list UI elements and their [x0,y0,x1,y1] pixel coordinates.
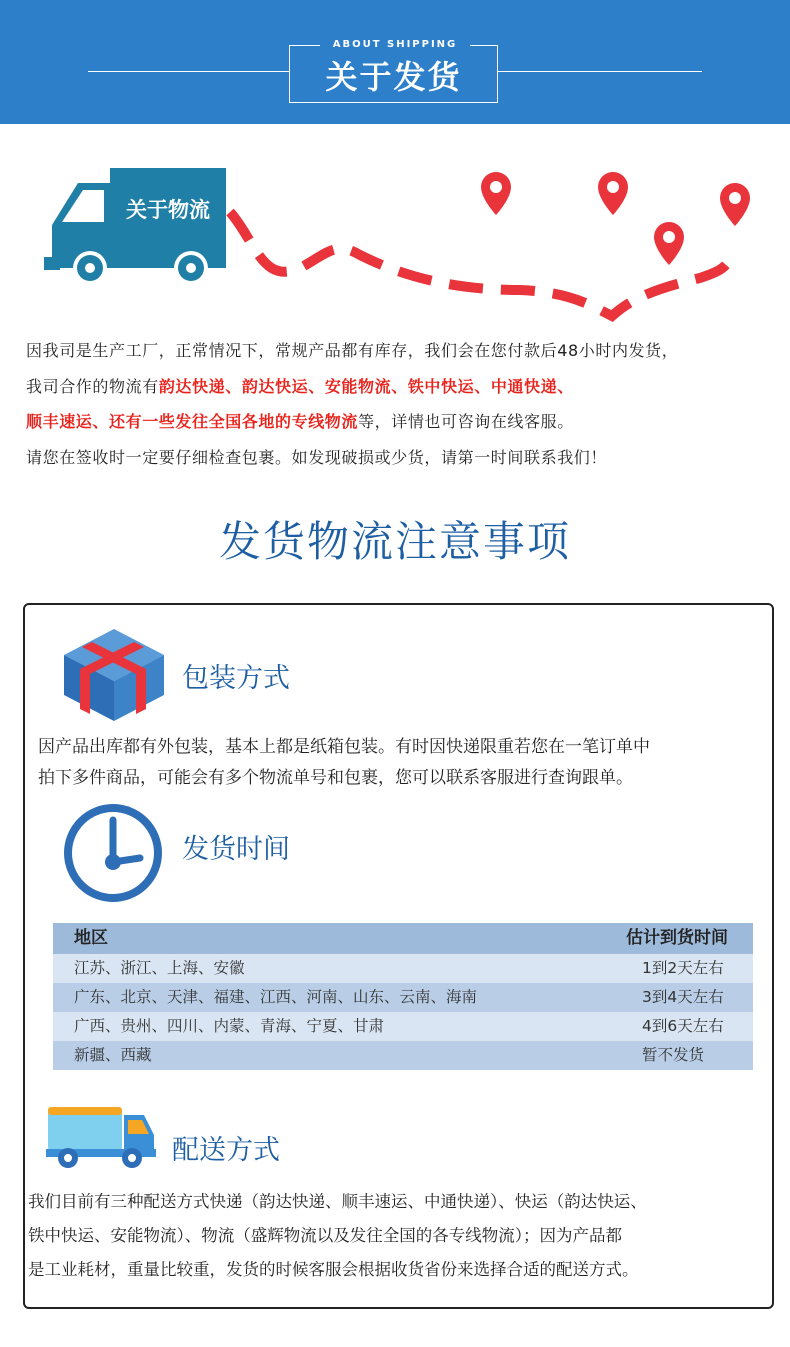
packaging-text [38,732,650,794]
notice-section-title: 发货物流注意事项 [218,517,571,566]
delivery-line-3: 是工业耗材，重量比较重，发货的时候客服会根据收货省份来选择合适的配送方式。 [28,1260,639,1279]
table-row [53,983,753,1012]
carrier-list-red-2: 顺丰速运、还有一些发往全国各地的专线物流 [26,412,359,431]
table-header-region: 地区 [74,928,108,948]
table-cell-region: 广西、贵州、四川、内蒙、青海、宁夏、甘肃 [74,1017,385,1035]
route-dashed-line [230,212,730,316]
delivery-van-icon [46,1105,156,1169]
delivery-title: 配送方式 [172,1135,280,1166]
table-row [53,954,753,983]
table-cell-region: 新疆、西藏 [74,1046,152,1064]
intro-line-2 [26,369,786,405]
packaging-line-2: 拍下多件商品，可能会有多个物流单号和包裹，您可以联系客服进行查询跟单。 [38,768,633,788]
map-pin-icon [598,172,628,215]
intro-line-3 [26,404,786,440]
table-cell-region: 江苏、浙江、上海、安徽 [74,959,245,977]
package-box-icon [60,625,168,723]
intro-line-4: 请您在签收时一定要仔细检查包裹。如发现破损或少货，请第一时间联系我们！ [26,447,608,467]
intro-line-1: 因我司是生产工厂，正常情况下，常规产品都有库存，我们会在您付款后48小时内发货， [26,341,679,360]
banner-divider-left [88,71,290,72]
map-pin-icon [654,222,684,265]
clock-icon [62,802,164,904]
banner-divider-right [497,71,702,72]
logistics-route-illustration [0,150,790,330]
shipping-time-title: 发货时间 [182,834,290,865]
delivery-line-2: 铁中快运、安能物流）、物流（盛辉物流以及发往全国的各专线物流）；因为产品都 [28,1226,622,1245]
header-banner [0,0,790,124]
shipping-time-table [53,923,753,1070]
table-cell-eta: 暂不发货 [642,1046,705,1064]
intro-paragraph [26,333,786,475]
intro-line-3-suffix: 等，详情也可咨询在线客服。 [358,412,574,431]
truck-label: 关于物流 [126,198,210,222]
delivery-text [28,1185,647,1287]
packaging-title: 包装方式 [182,663,290,694]
table-cell-eta: 1到2天左右 [642,959,724,977]
table-row [53,1012,753,1041]
intro-line-2-prefix: 我司合作的物流有 [26,376,159,396]
delivery-line-1: 我们目前有三种配送方式快递（韵达快递、顺丰速运、中通快递）、快运（韵达快运、 [28,1192,647,1211]
truck-icon [44,168,226,285]
table-cell-region: 广东、北京、天津、福建、江西、河南、山东、云南、海南 [74,988,478,1006]
banner-subtitle: ABOUT SHIPPING [320,38,470,52]
table-cell-eta: 3到4天左右 [642,988,724,1006]
table-header-eta: 估计到货时间 [626,928,728,948]
page-title: 关于发货 [325,58,462,96]
table-header-row [53,923,753,954]
carrier-list-red: 韵达快递、韵达快运、安能物流、铁中快运、中通快递、 [158,376,574,396]
table-row [53,1041,753,1070]
map-pin-icon [720,183,750,226]
table-cell-eta: 4到6天左右 [642,1017,724,1035]
map-pin-icon [481,172,511,215]
packaging-line-1: 因产品出库都有外包装，基本上都是纸箱包装。有时因快递限重若您在一笔订单中 [38,737,650,757]
